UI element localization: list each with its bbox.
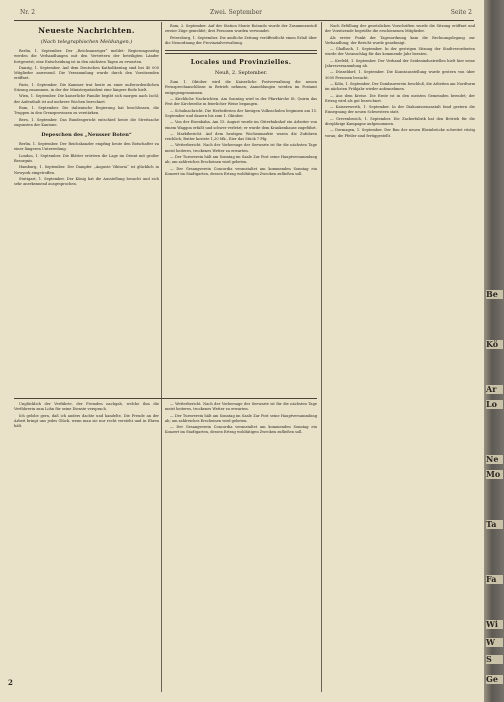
article: Berlin, 1. September. Der „Reichsanzeiger“ meldet: Regierungsseitig werden die Verhandlungen mit den Vertretern der beteiligten Länder fortgesetzt; eine Entscheidung ist in den nächsten Tagen zu erwarten. [14, 49, 159, 64]
column-2 [165, 24, 317, 394]
column-rule [321, 22, 322, 692]
edge-fragment: Ne [486, 455, 503, 464]
column-rule [161, 22, 162, 692]
header-page: Seite 2 [450, 9, 472, 16]
header-date: Zwei. September [210, 9, 263, 16]
article: — Der Gesangverein Concordia veranstaltet am kommenden Sonntag ein Konzert im Stadtgarten, dessen Ertrag wohltätigen Zwecken zufließen soll. [165, 425, 317, 435]
edge-fragment: Fa [486, 575, 503, 584]
column-3 [325, 24, 475, 684]
edge-fragment: Wi [486, 620, 503, 629]
edge-fragment: Ta [486, 520, 503, 529]
edge-fragment: Kö [486, 340, 503, 349]
article: — Kaiserswerth, 1. September. In der Diakonissenanstalt fand gestern die Einsegnung der neuen Schwestern statt. [325, 105, 475, 115]
article: Rom, 2. September. Auf der Station Monte Rotondo wurde der Zusammenstoß zweier Züge gemeldet; drei Personen wurden verwundet. [165, 24, 317, 34]
article: — Der Turnverein hält am Sonntag im Saale Zur Post seine Hauptversammlung ab; um zahlreiches Erscheinen wird gebeten. [165, 155, 317, 165]
page-header [20, 7, 472, 19]
article: Berlin, 1. September. Der Reichskanzler empfing heute den Botschafter zu einer längeren Unterredung. [14, 142, 159, 152]
article: Als erster Punkt der Tagesordnung kam die Rechnungslegung zur Verhandlung; der Bericht wurde genehmigt. [325, 35, 475, 45]
edge-fragment: W [486, 638, 503, 647]
section-rule [14, 398, 317, 399]
lower-block-left [14, 402, 159, 682]
article: — Grevenbroich, 1. September. Die Zuckerfabrik hat den Betrieb für die diesjährige Kampagne aufgenommen. [325, 116, 475, 127]
article: Zum 1. Oktober wird die Kaiserliche Postverwaltung die neuen Fernsprechanschlüsse in Betrieb nehmen; Anmeldungen werden im Postamt entgegengenommen. [165, 80, 317, 95]
section-title-news: Neueste Nachrichten. [38, 26, 135, 35]
article: — Gladbach, 1. September. In der gestrigen Sitzung der Stadtverordneten wurde der Voranschlag für das kommende Jahr beraten. [325, 47, 475, 57]
article: Wien, 1. September. Die kaiserliche Familie begibt sich morgen nach Ischl; der Aufenthalt ist auf mehrere Wochen berechnet. [14, 94, 159, 104]
article: Paris, 1. September. Die Kammer trat heute zu einer außerordentlichen Sitzung zusammen, in der der Ministerpräsident eine längere Rede hielt. [14, 82, 159, 93]
edge-fragment: Mo [486, 470, 503, 479]
header-rule [14, 20, 474, 21]
article: — Kirchliche Nachrichten. Am Sonntag wird in der Pfarrkirche St. Quirin das Fest der Kirchweihe in feierlicher Weise begangen. [165, 97, 317, 107]
lower-block-right [165, 402, 317, 682]
article: — Wetterbericht. Nach der Vorhersage der Seewarte ist für die nächsten Tage meist heiteres, trockenes Wetter zu erwarten. [165, 143, 317, 153]
article: London, 1. September. Die Blätter erörtern die Lage im Orient mit großer Besorgnis. [14, 153, 159, 164]
article: Stuttgart, 1. September. Der König hat die Ausstellung besucht und sich sehr anerkennend ausgesprochen. [14, 176, 159, 187]
article: Unglücklich der Verführte, der Fremden nachgab, welche ihm die Verführerin zum Lohn für seine Dienste versprach. [14, 402, 159, 412]
article: — Der Turnverein hält am Sonntag im Saale Zur Post seine Hauptversammlung ab; um zahlreiches Erscheinen wird gebeten. [165, 413, 317, 423]
article: — Wetterbericht. Nach der Vorhersage der Seewarte ist für die nächsten Tage meist heiteres, trockenes Wetter zu erwarten. [165, 402, 317, 412]
edge-fragment: Be [486, 290, 503, 299]
article: — Dormagen, 1. September. Der Bau der neuen Rheinbrücke schreitet rüstig voran; die Pfeiler sind fertiggestellt. [325, 128, 475, 138]
article: — Von der Eisenbahn. Am 15. August wurde im Güterbahnhof ein Arbeiter von einem Waggon erfaßt und schwer verletzt; er wurde dem Krankenhause zugeführt. [165, 120, 317, 130]
article: — Düsseldorf, 1. September. Die Kunstausstellung wurde gestern von über 3000 Personen besucht. [325, 70, 475, 80]
section-divider [165, 50, 317, 54]
adjacent-page-edge [484, 0, 504, 702]
edge-fragment: Lo [486, 400, 503, 409]
dispatch-heading: Depeschen des „Neusser Boten“ [41, 132, 132, 139]
article: Hamburg, 1. September. Der Dampfer „Auguste Viktoria“ ist glücklich in Newyork eingetroffen. [14, 165, 159, 175]
article: Nach Erfüllung der gesetzlichen Vorschriften wurde die Sitzung eröffnet und der Vorsitzende begrüßte die erschienenen Mitglieder. [325, 24, 475, 34]
article: Petersburg, 1. September. Die amtliche Zeitung veröffentlicht einen Erlaß über die Neuordnung der Provinzialverwaltung. [165, 35, 317, 45]
article: Danzig, 1. September. Auf dem Deutschen Katholikentag sind bei 40 000 Mitglieder anwesend. Die Versammlung wurde durch den Vorsitzenden eröffnet. [14, 65, 159, 81]
section-title-local: Locales und Provinzielles. [190, 59, 292, 67]
header-issue: Nr. 2 [20, 9, 36, 16]
article: — Köln, 1. September. Der Dombauverein beschloß, die Arbeiten am Nordturm im nächsten Frühjahr wieder aufzunehmen. [325, 81, 475, 92]
article: Rom, 1. September. Die italienische Regierung hat beschlossen, die Truppen in den Grenzprovinzen zu verstärken. [14, 105, 159, 116]
article: Ich gelobe gern, daß ich anders dachte und handelte. Die Freude an der Arbeit bringt uns jedes Glück, wenn man sie nur recht versteht und in Ehren hält. [14, 413, 159, 429]
edge-fragment: Ge [486, 675, 503, 684]
article: — Aus dem Kreise. Die Ernte ist in den meisten Gemeinden beendet; der Ertrag wird als gut bezeichnet. [325, 93, 475, 103]
page-number: 2 [8, 678, 13, 687]
edge-fragment: Ar [486, 385, 503, 394]
article: Bern, 1. September. Das Bundesgericht entschied heute die Streitsache zugunsten der Kantone. [14, 117, 159, 127]
edge-fragment: S [486, 655, 503, 664]
dateline: Neuß, 2. September. [214, 70, 268, 77]
article: — Marktbericht. Auf dem heutigen Wochenmarkte waren die Zufuhren reichlich; Butter kostete 1,20 Mk., Eier das Stück 7 Pfg. [165, 131, 317, 142]
section-subtitle: (Nach telegraphischen Meldungen.) [40, 39, 133, 45]
article: — Schulnachricht. Die Herbstferien der hiesigen Volksschulen beginnen am 15. September und dauern bis zum 1. Oktober. [165, 108, 317, 118]
article: — Krefeld, 1. September. Der Verband der Seidenindustriellen hielt hier seine Jahresversammlung ab. [325, 58, 475, 69]
article: — Der Gesangverein Concordia veranstaltet am kommenden Sonntag ein Konzert im Stadtgarten, dessen Ertrag wohltätigen Zwecken zufließen soll. [165, 166, 317, 176]
